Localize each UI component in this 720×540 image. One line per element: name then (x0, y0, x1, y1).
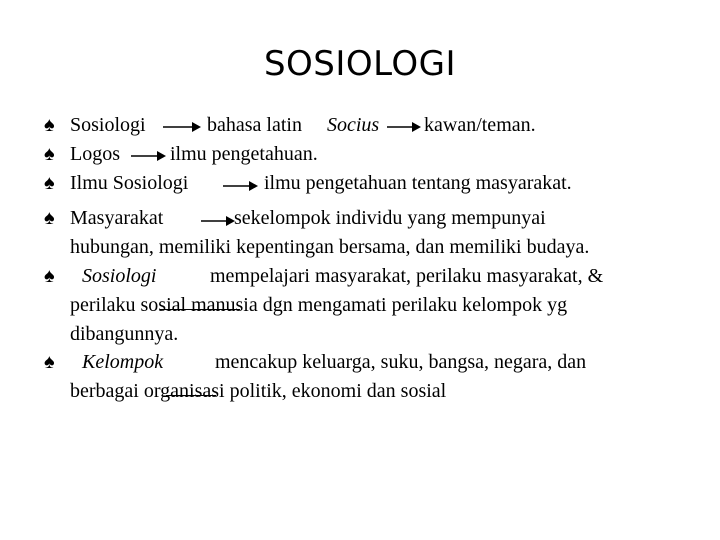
item-text: sekelompok individu yang mempunyai (234, 207, 546, 229)
list-item (70, 204, 700, 262)
arrow-right-icon (220, 169, 260, 198)
bullet-icon: ♠ (44, 114, 55, 136)
bullet-icon: ♠ (44, 172, 55, 194)
item-term: Sosiologi (70, 114, 146, 136)
strike-line (166, 395, 216, 396)
list-item (70, 262, 690, 349)
slide-title: SOSIOLOGI (263, 44, 457, 84)
item-text: mencakup keluarga, suku, bangsa, negara, dan (215, 351, 587, 373)
list-item (70, 140, 690, 169)
item-text: ilmu pengetahuan. (170, 143, 318, 165)
arrow-right-icon (130, 140, 170, 169)
item-term: Logos (70, 143, 120, 165)
item-term: Ilmu Sosiologi (70, 172, 189, 194)
item-text: mempelajari masyarakat, perilaku masyarakat, & (210, 265, 604, 287)
item-text: bahasa latin (207, 114, 302, 136)
bullet-icon: ♠ (44, 207, 55, 229)
item-text-continued: dibangunnya. (70, 323, 179, 345)
arrow-right-icon (198, 204, 238, 233)
item-term: Sosiologi (82, 265, 157, 287)
arrow-right-icon (162, 111, 202, 140)
item-text: kawan/teman. (424, 114, 536, 136)
bullet-icon: ♠ (44, 143, 55, 165)
arrow-right-icon (386, 111, 426, 140)
bullet-icon: ♠ (44, 265, 55, 287)
item-term: Masyarakat (70, 207, 164, 229)
item-text-continued: berbagai organisasi politik, ekonomi dan sosial (70, 380, 447, 402)
item-term: Kelompok (82, 351, 164, 373)
list-item (70, 111, 690, 140)
strike-line (160, 309, 240, 310)
item-text: ilmu pengetahuan tentang masyarakat. (264, 172, 572, 194)
item-text-continued: perilaku sosial manusia dgn mengamati perilaku kelompok yg (70, 294, 568, 316)
item-text-continued: hubungan, memiliki kepentingan bersama, dan memiliki budaya. (70, 236, 590, 258)
list-item (70, 348, 690, 406)
list-item (70, 169, 690, 198)
item-italic-text: Socius (327, 114, 380, 136)
bullet-icon: ♠ (44, 351, 55, 373)
